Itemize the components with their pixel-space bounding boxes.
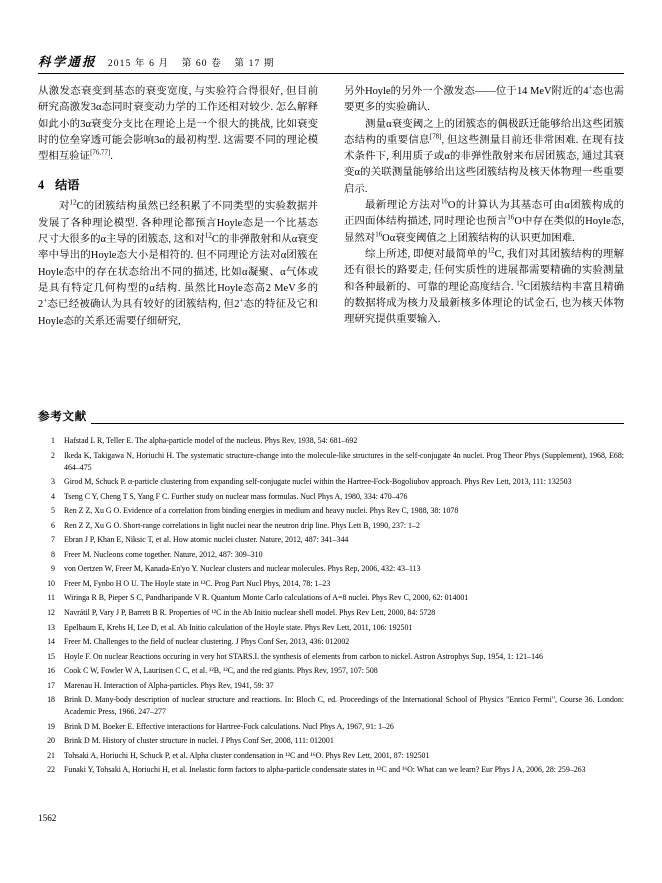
reference-number: 8 [51,549,55,559]
references-section [38,408,624,779]
reference-item [38,651,624,663]
citation-marker: [78] [429,133,442,141]
reference-number: 12 [47,607,55,617]
paragraph-measurement [344,117,624,198]
text-b: , 但这些测量目前还非常困难. 在现有技术条件下, 利用质子或α的非弹性散射来布居团簇态, 通过其衰变α的关联测量能够给出这些团簇结构及核天体物理一些重要启示. [344,134,624,195]
text-d: 态已经被确认为具有较好的团簇结构, 但2 [47,299,240,311]
paragraph-conclusion [38,199,318,329]
issue-date: 2015 年 6 月 [107,58,170,69]
reference-item [38,435,624,447]
section-number: 4 [38,178,45,193]
reference-number: 6 [51,520,55,530]
text-c: C的非弹散射和从α衰变率中导出的Hoyle态大小是相符的. 但不同理论方法对α团簇在Hoyle态中的存在状态给出不同的描述, 比如α凝聚、α气体或是具有特定几何构型的α结构. 虽然比Hoyle态高2 MeV多的2 [38,234,319,311]
isotope-superscript: 12 [204,232,212,240]
left-column [38,84,318,330]
reference-text: Ikeda K, Takigawa N, Horiuchi H. The systematic structure-change into the molecule-like structures in the self-conjugate 4n nuclei. Prog Theor Phys (Supplement), 1968, E68: 464–475 [64,450,624,472]
isotope-superscript: 16 [375,231,383,239]
references-divider [91,423,624,424]
issue-info [108,55,284,69]
text-b: C的团簇结构虽然已经积累了不同类型的实验数据并发展了各种理论模型. 各种理论都预言Hoyle态是一个比基态尺寸大很多的α主导的团簇态, 这和对 [38,201,319,246]
reference-item [38,735,624,747]
issue-number: 第 17 期 [234,58,275,69]
reference-item [38,505,624,517]
reference-number: 13 [47,622,55,632]
reference-number: 1 [51,436,55,445]
reference-number: 11 [47,593,55,603]
reference-text: Brink D M. History of cluster structure in nuclei. J Phys Conf Ser, 2008, 111: 012001 [64,736,334,746]
reference-item [38,549,624,561]
right-column [344,84,624,330]
reference-number: 19 [47,721,55,731]
text-a: 对 [59,201,70,213]
isotope-superscript: 12 [516,280,524,288]
reference-item [38,764,624,776]
text-a: 最新理论方法对 [365,200,441,212]
reference-text: Epelbaum E, Krebs H, Lee D, et al. Ab Initio calculation of the Hoyle state. Phys Rev Lett, 2011, 106: 192501 [64,622,413,632]
reference-number: 7 [51,535,55,545]
reference-text: Navrátil P, Vary J P, Barrett B R. Properties of ¹²C in the Ab Initio nuclear shell model. Phys Rev Lett, 2000, 84: 5728 [64,607,436,617]
reference-text: Funaki Y, Tohsaki A, Horiuchi H, et al. Inelastic form factors to alpha-particle condensate states in ¹²C and ¹⁶O: What can we learn? Eur Phys J A, 2006, 28: 259–263 [64,765,586,775]
text-c: O中存在类似的Hoyle态, 显然对 [344,216,624,244]
journal-title: 科学通报 [38,55,97,69]
reference-item [38,476,624,488]
reference-number: 21 [47,750,55,760]
isotope-superscript: 12 [487,247,495,255]
reference-text: Tohsaki A, Horiuchi H, Schuck P, et al. Alpha cluster condensation in ¹²C and ¹⁶O. Phys Rev Lett, 2001, 87: 192501 [64,750,430,760]
text-d: Oα衰变阈值之上团簇结构的认识更加困难. [382,232,575,244]
reference-text: Hafstad L R, Teller E. The alpha-particle model of the nucleus. Phys Rev, 1938, 54: 681–692 [64,436,358,445]
page-number: 1562 [38,813,57,823]
reference-text: Tseng C Y, Cheng T S, Yang F C. Further study on nuclear mass formulas. Nucl Phys A, 1980, 334: 470–476 [64,491,408,501]
reference-text: Brink D. Many-body description of nuclear structure and reactions. In: Bloch C, ed. Proceedings of the International School of Physics "Enrico Fermi", Course 36. London: Academic Press, 1966. 247–277 [64,695,624,717]
reference-text: Marenau H. Interaction of Alpha-particles. Phys Rev, 1941, 59: 37 [64,680,274,690]
reference-text: Girod M, Schuck P. α-particle clustering from expanding self-conjugate nuclei within the Hartree-Fock-Bogoliubov approach. Phys Rev Lett, 2013, 111: 132503 [64,477,572,487]
paragraph-theory [344,198,624,247]
reference-text: von Oertzen W, Freer M, Kanada-En'yo Y. Nuclear clusters and nuclear molecules. Phys Rep, 2006, 432: 43–113 [64,564,421,574]
reference-text: Ren Z Z, Xu G O. Short-range correlations in light nuclei near the neutron drip line. Phys Lett B, 1990, 237: 1–2 [64,520,420,530]
reference-number: 14 [47,637,55,647]
reference-number: 16 [47,666,55,676]
section-title: 结语 [55,178,80,193]
reference-text: Wiringa R B, Pieper S C, Pandharipande V R. Quantum Monte Carlo calculations of A=8 nuclei. Phys Rev C, 2000, 62: 014001 [64,593,469,603]
running-head-inner [38,52,624,74]
isotope-superscript: 16 [440,198,448,206]
paragraph-continuation [344,84,624,117]
text-b: O的计算认为其基态可由α团簇构成的正四面体结构描述, 同时理论也预言 [344,200,624,228]
reference-item [38,750,624,762]
issue-volume: 第 60 卷 [181,58,222,69]
text-c: C团簇结构丰富且精确的数据将成为核力及最新核多体理论的试金石, 也为核天体物理研究提供重要输入. [344,281,624,326]
reference-number: 18 [47,695,55,705]
reference-number: 22 [47,765,55,775]
paragraph-summary [344,247,624,328]
text-e: 态的特征及它和Hoyle态的关系还需要仔细研究, [38,299,318,327]
paragraph-tail: . [110,151,113,163]
text-a: 测量α衰变阈之上的团簇态的偶极跃迁能够给出这些团簇态结构的重要信息 [344,118,624,146]
reference-item [38,578,624,590]
reference-number: 20 [47,736,55,746]
reference-item [38,607,624,619]
isotope-superscript: 12 [69,200,77,208]
reference-item [38,520,624,532]
text-a: 综上所述, 即便对最简单的 [365,248,488,260]
reference-text: Ren Z Z, Xu G O. Evidence of a correlation from binding energies in medium and heavy nuclei. Phys Rev C, 1988, 38: 1078 [64,506,459,516]
reference-number: 9 [51,564,55,574]
reference-item [38,665,624,677]
section-heading [38,177,318,194]
state-superscript: + [43,297,48,305]
reference-text: Freer M, Fynbo H O U. The Hoyle state in ¹²C. Prog Part Nucl Phys, 2014, 78: 1–23 [64,578,331,588]
reference-item [38,636,624,648]
reference-text: Freer M. Nucleons come together. Nature, 2012, 487: 309–310 [64,549,263,559]
reference-number: 5 [51,506,55,516]
reference-number: 2 [51,450,55,460]
body-columns [38,84,624,330]
reference-number: 3 [51,477,55,487]
references-heading: 参考文献 [38,410,87,423]
reference-number: 15 [47,651,55,661]
reference-item [38,622,624,634]
text-b: C, 我们对其团簇结构的理解还有很长的路要走, 任何实质性的进展都需要精确的实验测量和各种最新的、可靠的理论高度结合. [344,248,624,293]
reference-item [38,721,624,733]
reference-item [38,563,624,575]
state-superscript: + [239,297,244,305]
state-superscript: + [588,84,593,92]
reference-item [38,680,624,692]
text-a: 另外Hoyle的另外一个激发态——位于14 MeV附近的4 [344,86,589,97]
reference-list [38,435,624,776]
reference-number: 10 [47,578,55,588]
reference-number: 4 [51,491,55,501]
references-title-row [38,408,624,426]
reference-text: Brink D M. Boeker E. Effective interactions for Hartree-Fock calculations. Nucl Phys A, 1967, 91: 1–26 [64,721,394,731]
citation-marker: [76,77] [90,149,111,157]
running-head [38,52,624,74]
reference-item [38,491,624,503]
reference-number: 17 [47,680,55,690]
reference-item [38,450,624,474]
paragraph-text: 从激发态衰变到基态的衰变宽度, 与实验符合得很好, 但目前研究高激发3α态同时衰变动力学的工作还相对较少. 怎么解释如此小的3α衰变分支比在理论上是一个很大的挑战, 比如衰变时的位垒穿透可能会影响3α的最初构型. 这需要不同的理论模型相互验证 [38,86,318,163]
paragraph-continuation [38,84,318,165]
reference-text: Freer M. Challenges to the field of nuclear clustering. J Phys Conf Ser, 2013, 436: 012002 [64,637,350,647]
text-b: 态也需要更多的实验确认. [344,86,625,114]
reference-item [38,694,624,718]
reference-item [38,534,624,546]
reference-text: Cook C W, Fowler W A, Lauritsen C C, et al. ¹²B, ¹²C, and the red giants. Phys Rev, 1957, 107: 508 [64,666,378,676]
reference-text: Ebran J P, Khan E, Niksic T, et al. How atomic nuclei cluster. Nature, 2012, 487: 341–344 [64,535,349,545]
isotope-superscript: 16 [507,214,515,222]
reference-text: Hoyle F. On nuclear Reactions occuring in very hot STARS.I. the synthesis of elements from carbon to nickel. Astron Astrophys Sup, 1954, 1: 121–146 [64,651,543,661]
reference-item [38,592,624,604]
